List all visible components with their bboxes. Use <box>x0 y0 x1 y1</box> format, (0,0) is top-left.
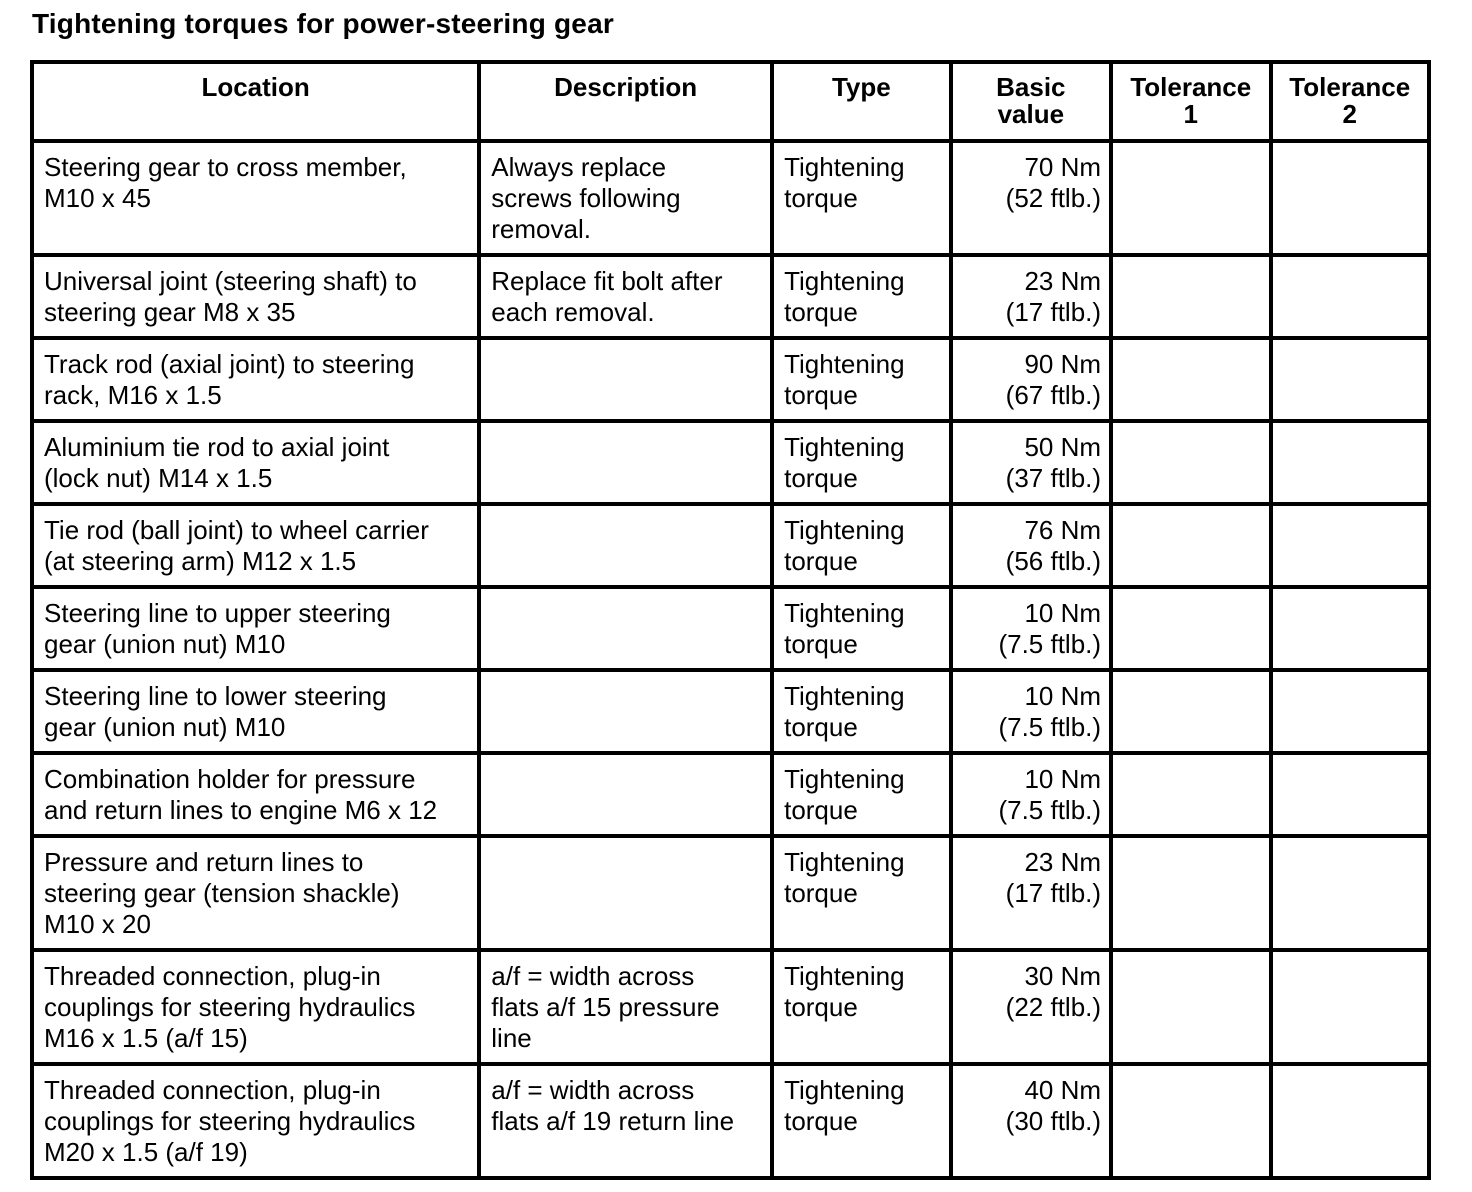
location-line: gear (union nut) M10 <box>44 712 286 742</box>
location-cell <box>32 753 479 836</box>
table-row <box>32 670 1429 753</box>
location-line: M10 x 20 <box>44 909 151 939</box>
header-tolerance-1: Tolerance 1 <box>1111 62 1270 141</box>
type-line: Tightening <box>784 598 905 628</box>
type-line: torque <box>784 712 858 742</box>
location-line: M16 x 1.5 (a/f 15) <box>44 1023 248 1053</box>
type-line: torque <box>784 546 858 576</box>
basic-value-line: 70 Nm <box>1024 152 1102 182</box>
tolerance-1-cell <box>1111 504 1270 587</box>
description-line: removal. <box>491 214 591 244</box>
type-line: Tightening <box>784 847 905 877</box>
description-cell <box>479 141 772 255</box>
description-line: line <box>491 1023 532 1053</box>
description-line: each removal. <box>491 297 655 327</box>
page-title: Tightening torques for power-steering gear <box>32 8 614 39</box>
basic-value-cell <box>951 255 1111 338</box>
type-line: Tightening <box>784 349 905 379</box>
location-line: M20 x 1.5 (a/f 19) <box>44 1137 248 1167</box>
tolerance-1-cell <box>1111 950 1270 1064</box>
torque-table <box>30 60 1431 1180</box>
type-cell <box>772 753 951 836</box>
basic-value-line: (7.5 ftlb.) <box>998 629 1102 659</box>
type-cell <box>772 338 951 421</box>
header-tolerance-2: Tolerance 2 <box>1271 62 1430 141</box>
table-row <box>32 587 1429 670</box>
description-cell <box>479 587 772 670</box>
basic-value-line: 10 Nm <box>1024 598 1102 628</box>
tolerance-1-cell <box>1111 670 1270 753</box>
tolerance-2-cell <box>1271 504 1430 587</box>
description-cell <box>479 421 772 504</box>
location-cell <box>32 950 479 1064</box>
tolerance-1-cell <box>1111 836 1270 950</box>
table-row <box>32 950 1429 1064</box>
tolerance-1-cell <box>1111 338 1270 421</box>
basic-value-line: (7.5 ftlb.) <box>998 795 1102 825</box>
table-row <box>32 338 1429 421</box>
header-location: Location <box>32 62 479 141</box>
tolerance-1-cell <box>1111 587 1270 670</box>
location-line: Steering gear to cross member, <box>44 152 407 182</box>
description-line: a/f = width across <box>491 961 695 991</box>
tolerance-2-cell <box>1271 753 1430 836</box>
type-line: Tightening <box>784 764 905 794</box>
basic-value-line: 40 Nm <box>1024 1075 1102 1105</box>
tolerance-2-cell <box>1271 670 1430 753</box>
basic-value-cell <box>951 753 1111 836</box>
location-cell <box>32 587 479 670</box>
table-row <box>32 141 1429 255</box>
tolerance-1-cell <box>1111 141 1270 255</box>
basic-value-line: 23 Nm <box>1024 266 1102 296</box>
tolerance-2-cell <box>1271 421 1430 504</box>
location-line: Threaded connection, plug-in <box>44 1075 381 1105</box>
location-cell <box>32 1064 479 1178</box>
basic-value-cell <box>951 836 1111 950</box>
location-line: Track rod (axial joint) to steering <box>44 349 415 379</box>
basic-value-line: (17 ftlb.) <box>1005 297 1102 327</box>
location-line: Tie rod (ball joint) to wheel carrier <box>44 515 429 545</box>
location-line: M10 x 45 <box>44 183 151 213</box>
description-line: a/f = width across <box>491 1075 695 1105</box>
location-line: steering gear (tension shackle) <box>44 878 400 908</box>
type-line: Tightening <box>784 515 905 545</box>
location-line: and return lines to engine M6 x 12 <box>44 795 438 825</box>
location-line: (at steering arm) M12 x 1.5 <box>44 546 357 576</box>
tolerance-2-cell <box>1271 1064 1430 1178</box>
tolerance-1-cell <box>1111 421 1270 504</box>
location-line: Steering line to upper steering <box>44 598 391 628</box>
location-cell <box>32 421 479 504</box>
location-cell <box>32 670 479 753</box>
basic-value-line: 23 Nm <box>1024 847 1102 877</box>
basic-value-line: (22 ftlb.) <box>1005 992 1102 1022</box>
type-cell <box>772 1064 951 1178</box>
basic-value-line: (17 ftlb.) <box>1005 878 1102 908</box>
description-cell <box>479 753 772 836</box>
tolerance-1-cell <box>1111 255 1270 338</box>
table-row <box>32 504 1429 587</box>
basic-value-line: (67 ftlb.) <box>1005 380 1102 410</box>
location-line: Steering line to lower steering <box>44 681 387 711</box>
description-cell <box>479 504 772 587</box>
type-cell <box>772 255 951 338</box>
description-line: flats a/f 15 pressure <box>491 992 720 1022</box>
type-cell <box>772 587 951 670</box>
basic-value-line: 50 Nm <box>1024 432 1102 462</box>
table-body <box>32 141 1429 1178</box>
description-cell <box>479 950 772 1064</box>
tolerance-2-cell <box>1271 587 1430 670</box>
type-line: Tightening <box>784 961 905 991</box>
type-line: torque <box>784 380 858 410</box>
type-line: torque <box>784 992 858 1022</box>
description-line: Always replace <box>491 152 667 182</box>
location-line: Combination holder for pressure <box>44 764 416 794</box>
location-line: Pressure and return lines to <box>44 847 364 877</box>
table-row <box>32 255 1429 338</box>
type-line: Tightening <box>784 432 905 462</box>
type-line: torque <box>784 183 858 213</box>
tolerance-1-cell <box>1111 1064 1270 1178</box>
header-basic-value: Basic value <box>951 62 1111 141</box>
header-row <box>32 62 1429 141</box>
location-line: steering gear M8 x 35 <box>44 297 296 327</box>
basic-value-line: 30 Nm <box>1024 961 1102 991</box>
basic-value-line: 10 Nm <box>1024 681 1102 711</box>
table-row <box>32 1064 1429 1178</box>
table-row <box>32 421 1429 504</box>
location-line: couplings for steering hydraulics <box>44 1106 416 1136</box>
description-cell <box>479 836 772 950</box>
description-cell <box>479 1064 772 1178</box>
type-line: torque <box>784 878 858 908</box>
location-line: rack, M16 x 1.5 <box>44 380 222 410</box>
location-line: Threaded connection, plug-in <box>44 961 381 991</box>
location-cell <box>32 338 479 421</box>
type-line: Tightening <box>784 266 905 296</box>
basic-value-line: 76 Nm <box>1024 515 1102 545</box>
location-line: couplings for steering hydraulics <box>44 992 416 1022</box>
basic-value-cell <box>951 670 1111 753</box>
description-cell <box>479 255 772 338</box>
type-line: Tightening <box>784 681 905 711</box>
location-line: Universal joint (steering shaft) to <box>44 266 417 296</box>
table-row <box>32 753 1429 836</box>
location-line: Aluminium tie rod to axial joint <box>44 432 390 462</box>
table-row <box>32 836 1429 950</box>
basic-value-line: (37 ftlb.) <box>1005 463 1102 493</box>
type-cell <box>772 950 951 1064</box>
basic-value-cell <box>951 950 1111 1064</box>
description-line: Replace fit bolt after <box>491 266 723 296</box>
location-cell <box>32 141 479 255</box>
type-cell <box>772 670 951 753</box>
basic-value-cell <box>951 1064 1111 1178</box>
tolerance-2-cell <box>1271 836 1430 950</box>
type-line: torque <box>784 463 858 493</box>
basic-value-line: (52 ftlb.) <box>1005 183 1102 213</box>
type-line: Tightening <box>784 1075 905 1105</box>
basic-value-cell <box>951 338 1111 421</box>
type-line: Tightening <box>784 152 905 182</box>
header-type: Type <box>772 62 951 141</box>
location-cell <box>32 504 479 587</box>
description-line: screws following <box>491 183 681 213</box>
tolerance-2-cell <box>1271 338 1430 421</box>
type-line: torque <box>784 297 858 327</box>
basic-value-cell <box>951 587 1111 670</box>
description-cell <box>479 670 772 753</box>
type-line: torque <box>784 629 858 659</box>
location-cell <box>32 255 479 338</box>
tolerance-2-cell <box>1271 255 1430 338</box>
basic-value-line: 90 Nm <box>1024 349 1102 379</box>
type-line: torque <box>784 1106 858 1136</box>
type-line: torque <box>784 795 858 825</box>
basic-value-cell <box>951 504 1111 587</box>
type-cell <box>772 504 951 587</box>
tolerance-1-cell <box>1111 753 1270 836</box>
location-cell <box>32 836 479 950</box>
basic-value-line: 10 Nm <box>1024 764 1102 794</box>
basic-value-line: (30 ftlb.) <box>1005 1106 1102 1136</box>
basic-value-cell <box>951 421 1111 504</box>
description-cell <box>479 338 772 421</box>
type-cell <box>772 836 951 950</box>
basic-value-line: (7.5 ftlb.) <box>998 712 1102 742</box>
type-cell <box>772 421 951 504</box>
basic-value-line: (56 ftlb.) <box>1005 546 1102 576</box>
type-cell <box>772 141 951 255</box>
description-line: flats a/f 19 return line <box>491 1106 735 1136</box>
tolerance-2-cell <box>1271 141 1430 255</box>
basic-value-cell <box>951 141 1111 255</box>
header-description: Description <box>479 62 772 141</box>
tolerance-2-cell <box>1271 950 1430 1064</box>
location-line: (lock nut) M14 x 1.5 <box>44 463 273 493</box>
location-line: gear (union nut) M10 <box>44 629 286 659</box>
